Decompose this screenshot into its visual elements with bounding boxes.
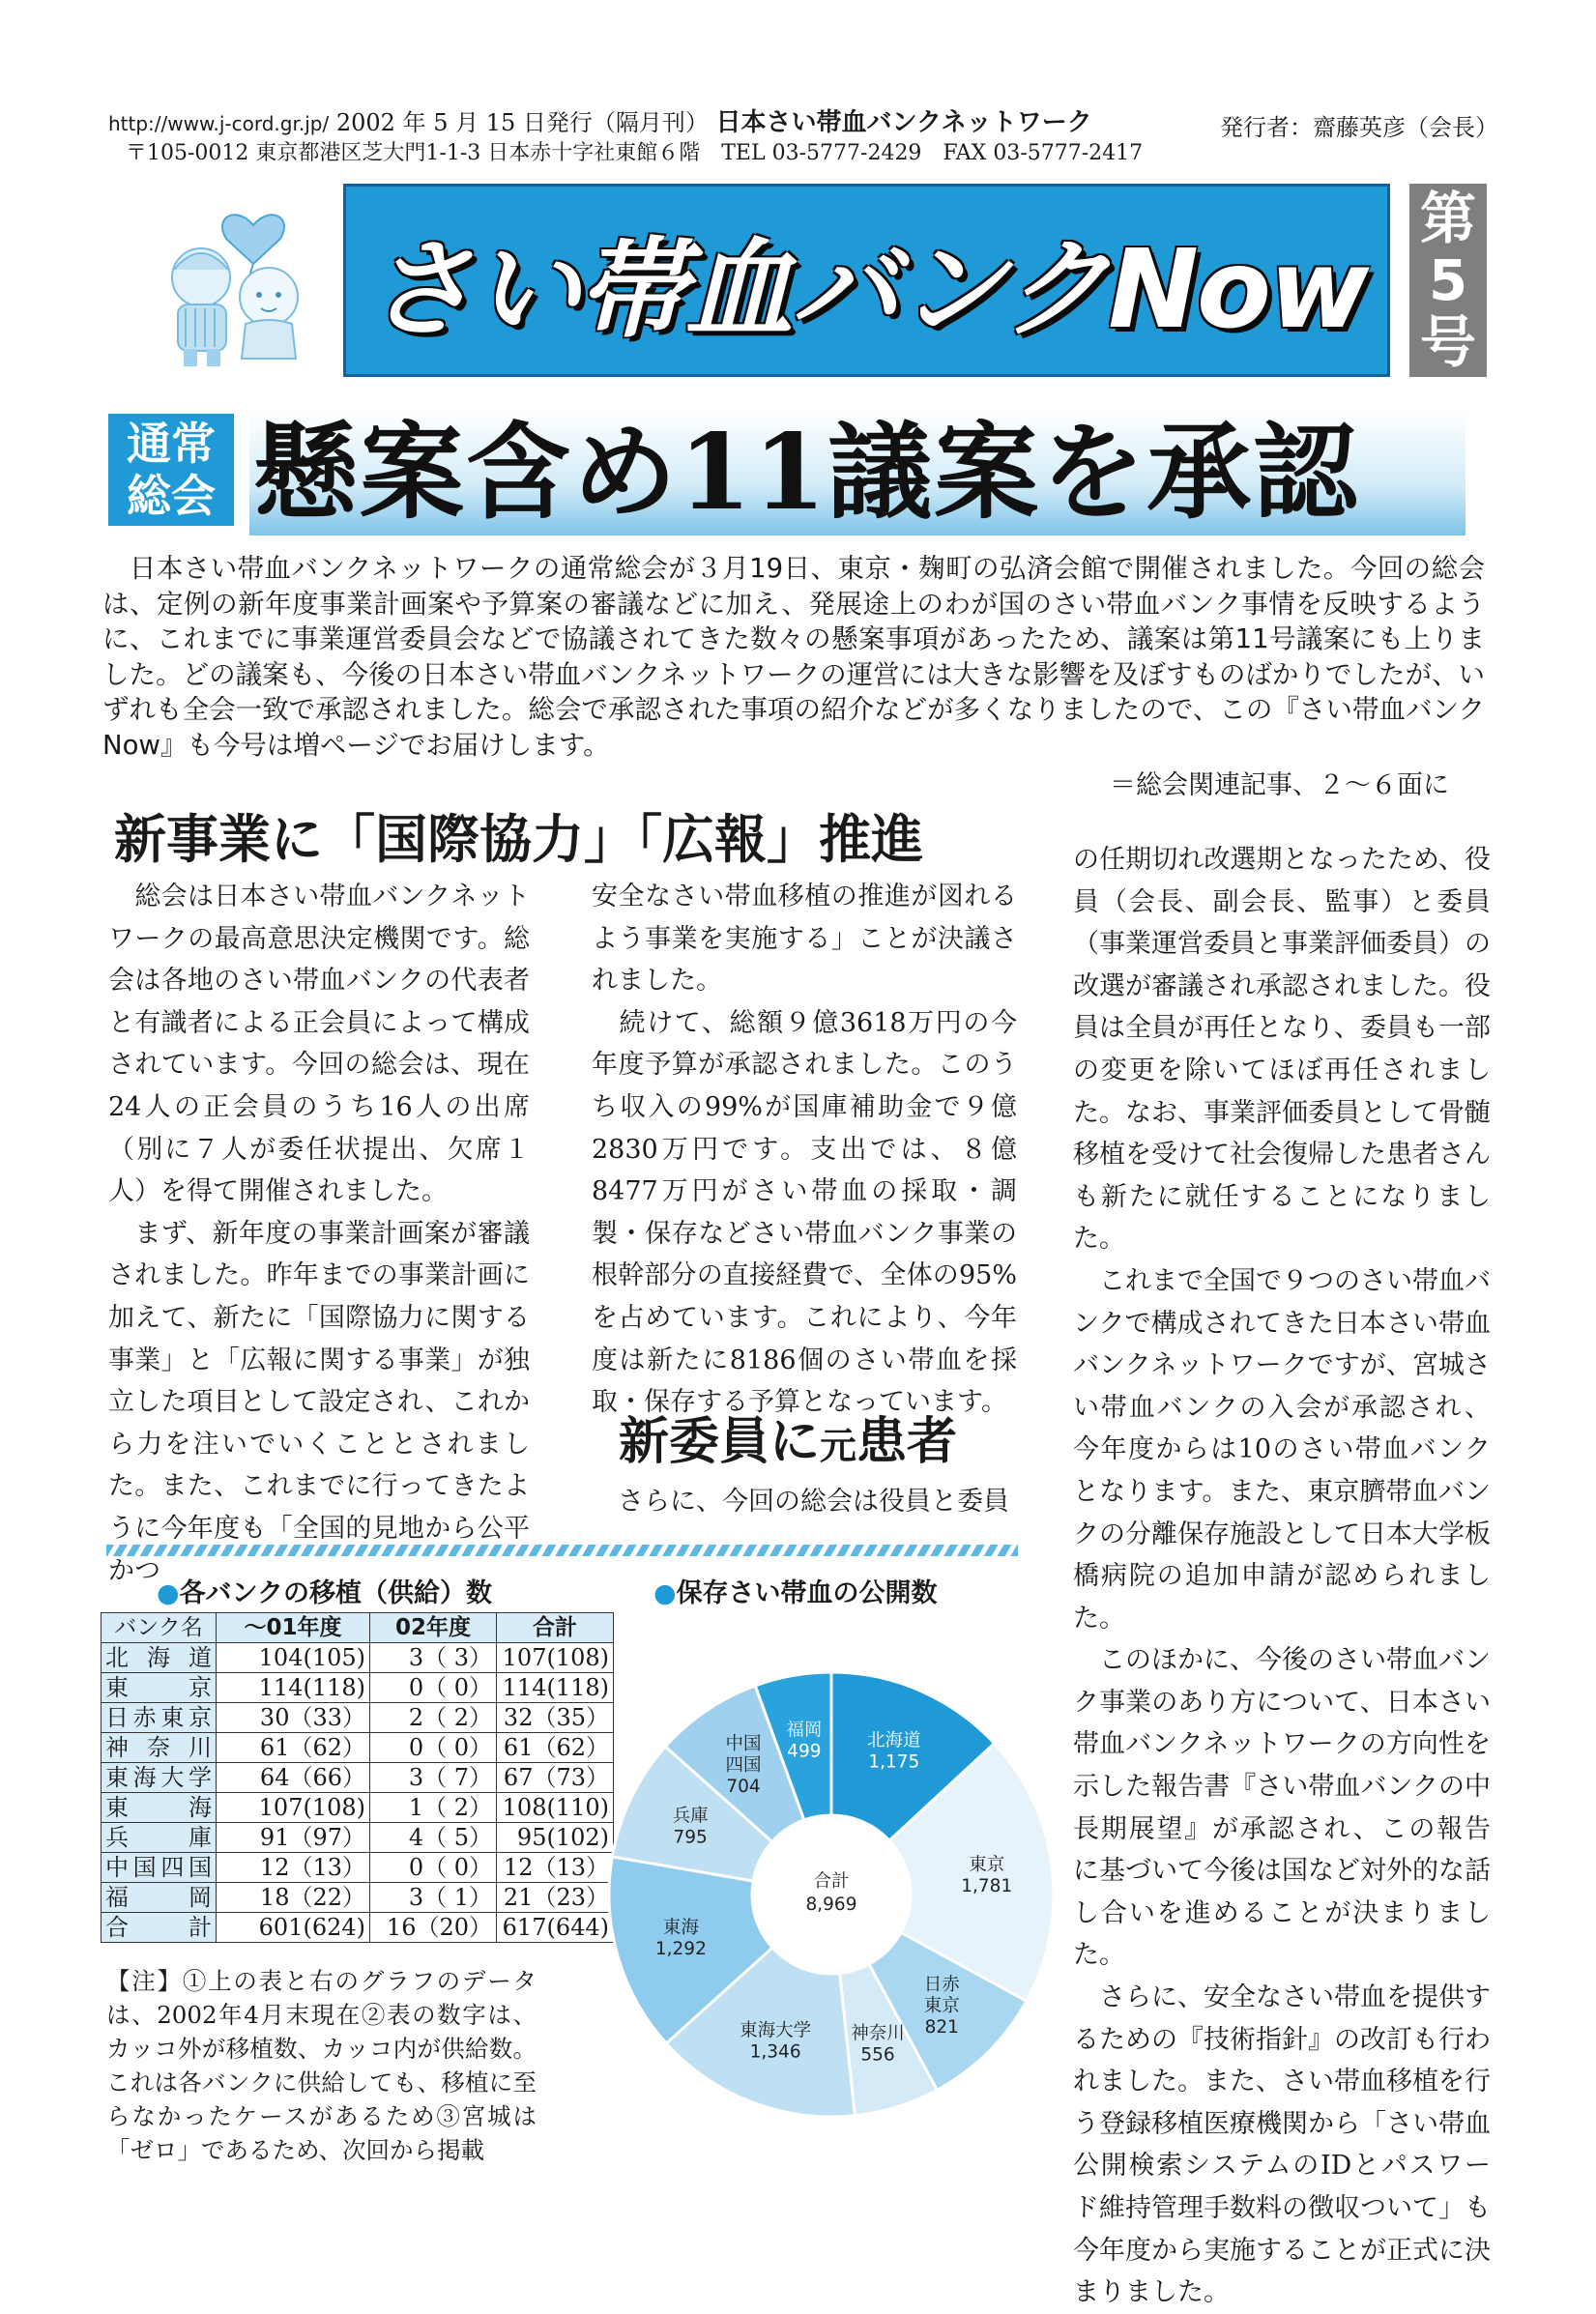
table-cell: 1（ 2） (370, 1793, 497, 1823)
article-subheading: 新事業に「国際協力」「広報」推進 (114, 809, 923, 870)
table-cell: 104(105) (217, 1643, 370, 1673)
issue-date: 2002 年 5 月 15 日発行（隔月刊） (335, 109, 709, 136)
table-note: 【注】①上の表と右のグラフのデータは、2002年4月末現在②表の数字は、カッコ外が移植数、カッコ内が供給数。これは各バンクに供給しても、移植に至らなかったケースがあるため③宮城は「ゼロ」であるため、次回から掲載 (106, 1967, 537, 2164)
table-cell: 0（ 0） (370, 1853, 497, 1883)
table-cell: 114(118) (497, 1673, 614, 1703)
table-cell: 64（66） (217, 1763, 370, 1793)
issue-number-box (1409, 184, 1487, 377)
article-column-2-continued: さらに、今回の総会は役員と委員 (592, 1487, 1009, 1517)
article-column-1: 総会は日本さい帯血バンクネットワークの最高意思決定機関です。総会は各地のさい帯血バンクの代表者と有識者による正会員によって構成されています。今回の総会は、現在24人の正会員のうち16人の出席（別に７人が委任状提出、欠席１人）を得て開催されました。 まず、新年度の事業計画案が審議されました。昨年までの事業計画に加えて、新たに「国際協力に関する事業」と「広報に関する事業」が独立した項目として設定され、これから力を注いでいくこととされました。また、これまでに行ってきたように今年度も「全国的見地から公平かつ (108, 882, 530, 1586)
transplant-table (101, 1612, 614, 1943)
table-cell: 0（ 0） (370, 1733, 497, 1763)
table-cell: 32（35） (497, 1703, 614, 1733)
donut-chart (599, 1663, 1063, 2126)
table-row (102, 1793, 614, 1823)
slice-value-label: 704 (726, 1776, 761, 1797)
table-title-text: 各バンクの移植（供給）数 (179, 1578, 493, 1608)
slice-name-label: 日赤 (923, 1974, 960, 1995)
slice-value-label: 1,781 (961, 1875, 1013, 1896)
table-row (102, 1673, 614, 1703)
masthead (343, 184, 1390, 377)
bank-name: 合計 (102, 1913, 217, 1943)
slice-value-label: 556 (860, 2044, 895, 2066)
site-url[interactable]: http://www.j-cord.gr.jp/ (108, 112, 330, 135)
table-cell: 617(644) (497, 1913, 614, 1943)
main-headline: 懸案含め11議案を承認 (253, 412, 1360, 534)
table-cell: 0（ 0） (370, 1673, 497, 1703)
table-cell: 3（ 7） (370, 1763, 497, 1793)
slice-name-label: 東京 (923, 1995, 960, 2016)
subhead2-part-c: 患者 (856, 1413, 958, 1471)
table-row (102, 1883, 614, 1913)
slice-value-label: 1,346 (749, 2041, 801, 2063)
slice-value-label: 499 (787, 1741, 822, 1762)
slice-value-label: 1,292 (654, 1938, 707, 1959)
slice-value-label: 1,175 (868, 1751, 920, 1773)
slice-name-label: 中国 (725, 1733, 762, 1754)
table-row (102, 1733, 614, 1763)
bank-name: 東京 (102, 1673, 217, 1703)
table-cell: 4（ 5） (370, 1823, 497, 1853)
table-cell: 21（23） (497, 1883, 614, 1913)
table-total-row (102, 1913, 614, 1943)
org-name: 日本さい帯血バンクネットワーク (715, 108, 1092, 137)
slice-name-label: 兵庫 (672, 1806, 709, 1827)
table-header: 合計 (497, 1613, 614, 1643)
table-row (102, 1703, 614, 1733)
section-divider (106, 1545, 1018, 1556)
bank-name: 日赤東京 (102, 1703, 217, 1733)
bank-name: 兵庫 (102, 1823, 217, 1853)
lead-paragraph: 日本さい帯血バンクネットワークの通常総会が３月19日、東京・麹町の弘済会館で開催されました。今回の総会は、定例の新年度事業計画案や予算案の審議などに加え、発展途上のわが国のさい帯血バンク事情を反映するように、これまでに事業運営委員会などで協議されてきた数々の懸案事項があったため、議案は第11号議案にも上りました。どの議案も、今後の日本さい帯血バンクネットワークの運営には大きな影響を及ぼすものばかりでしたが、いずれも全会一致で承認されました。総会で承認された事項の紹介などが多くなりましたので、この『さい帯血バンクNow』も今号は増ページでお届けします。 (102, 553, 1485, 761)
table-cell: 18（22） (217, 1883, 370, 1913)
issue-line-1: 第 (1419, 186, 1476, 251)
table-cell: 2（ 2） (370, 1703, 497, 1733)
chart-center-value: 8,969 (805, 1895, 857, 1915)
publisher: 発行者：齋藤英彦（会長） (1220, 114, 1498, 141)
bank-name: 東海 (102, 1793, 217, 1823)
table-cell: 107(108) (217, 1793, 370, 1823)
table-cell: 61（62） (497, 1733, 614, 1763)
slice-value-label: 795 (673, 1827, 708, 1848)
issue-line-3: 号 (1419, 309, 1476, 375)
slice-name-label: 東海大学 (740, 2020, 812, 2041)
header-line (108, 108, 1092, 138)
article-column-2: 安全なさい帯血移植の推進が図れるよう事業を実施する」ことが決議されました。 続けて、総額９億3618万円の今年度予算が承認されました。このうち収入の99%が国庫補助金で９億2830万円です。支出では、８億8477万円がさい帯血の採取・調製・保存などさい帯血バンク事業の根幹部分の直接経費で、全体の95%を占めています。これにより、今年度は新たに8186個のさい帯血を採取・保存する予算となっています。 (592, 882, 1017, 1418)
table-cell: 67（73） (497, 1763, 614, 1793)
table-header: 02年度 (370, 1613, 497, 1643)
subhead2-part-a: 新委員に (619, 1413, 821, 1471)
bullet-icon: ● (157, 1578, 180, 1608)
kicker-line-1: 通常 (127, 418, 216, 470)
table-row (102, 1643, 614, 1673)
table-cell: 601(624) (217, 1913, 370, 1943)
table-row (102, 1853, 614, 1883)
kicker-line-2: 総会 (127, 470, 216, 522)
lead-reference: ＝総会関連記事、２～６面に (1110, 770, 1449, 800)
article-column-3: の任期切れ改選期となったため、役員（会長、副会長、監事）と委員（事業運営委員と事業評価委員）の改選が審議され承認されました。役員は全員が再任となり、委員も一部の変更を除いてほぼ再任されました。なお、事業評価委員として骨髄移植を受けて社会復帰した患者さんも新たに就任することになりました。 これまで全国で９つのさい帯血バンクで構成されてきた日本さい帯血バンクネットワークですが、宮城さい帯血バンクの入会が承認され、今年度からは10のさい帯血バンクとなります。また、東京臍帯血バンクの分離保存施設として日本大学板橋病院の追加申請が認められました。 このほかに、今後のさい帯血バンク事業のあり方について、日本さい帯血バンクネットワークの方向性を示した報告書『さい帯血バンクの中長期展望』が承認され、この報告に基づいて今後は国など対外的な話し合いを進めることが決まりました。 さらに、安全なさい帯血を提供するための『技術指針』の改訂も行われました。また、さい帯血移植を行う登録移植医療機関から「さい帯血公開検索システムのIDとパスワード維持管理手数料の徴収ついて」も今年度から実施することが正式に決まりました。 (1073, 845, 1491, 2308)
table-cell: 91（97） (217, 1823, 370, 1853)
bank-name: 東海大学 (102, 1763, 217, 1793)
masthead-title: さい帯血バンクNow (365, 226, 1368, 353)
slice-value-label: 821 (924, 2016, 959, 2038)
bank-name: 北海道 (102, 1643, 217, 1673)
bank-name: 神奈川 (102, 1733, 217, 1763)
table-cell: 108(110) (497, 1793, 614, 1823)
chart-center-label: 合計 (813, 1871, 850, 1892)
table-cell: 95(102) (497, 1823, 614, 1853)
table-title (157, 1572, 492, 1609)
table-cell: 114(118) (217, 1673, 370, 1703)
chart-title (653, 1572, 938, 1609)
slice-name-label: 北海道 (867, 1730, 921, 1751)
mascot-illustration (145, 188, 324, 372)
table-cell: 107(108) (497, 1643, 614, 1673)
issue-line-2: 5 (1428, 247, 1468, 313)
slice-name-label: 東京 (969, 1854, 1005, 1875)
bank-name: 中国四国 (102, 1853, 217, 1883)
table-row (102, 1823, 614, 1853)
article-subheading-2 (619, 1408, 957, 1480)
table-header-row (102, 1613, 614, 1643)
chart-title-text: 保存さい帯血の公開数 (676, 1578, 938, 1608)
bullet-icon: ● (653, 1578, 677, 1608)
slice-name-label: 福岡 (786, 1720, 823, 1741)
slice-name-label: 四国 (725, 1754, 762, 1776)
slice-name-label: 東海 (662, 1917, 699, 1938)
table-cell: 3（ 1） (370, 1883, 497, 1913)
table-cell: 3（ 3） (370, 1643, 497, 1673)
table-cell: 16（20） (370, 1913, 497, 1943)
table-cell: 12（13） (497, 1853, 614, 1883)
address-line: 〒105-0012 東京都港区芝大門1-1-3 日本赤十字社東館６階 TEL 03-5777-2429 FAX 03-5777-2417 (126, 141, 1144, 165)
table-row (102, 1763, 614, 1793)
bank-name: 福岡 (102, 1883, 217, 1913)
subhead2-part-b: 元 (820, 1425, 857, 1467)
table-header: バンク名 (102, 1613, 217, 1643)
table-header: ～01年度 (217, 1613, 370, 1643)
table-cell: 30（33） (217, 1703, 370, 1733)
table-cell: 12（13） (217, 1853, 370, 1883)
headline-kicker (108, 414, 234, 526)
slice-name-label: 神奈川 (851, 2023, 905, 2044)
table-cell: 61（62） (217, 1733, 370, 1763)
